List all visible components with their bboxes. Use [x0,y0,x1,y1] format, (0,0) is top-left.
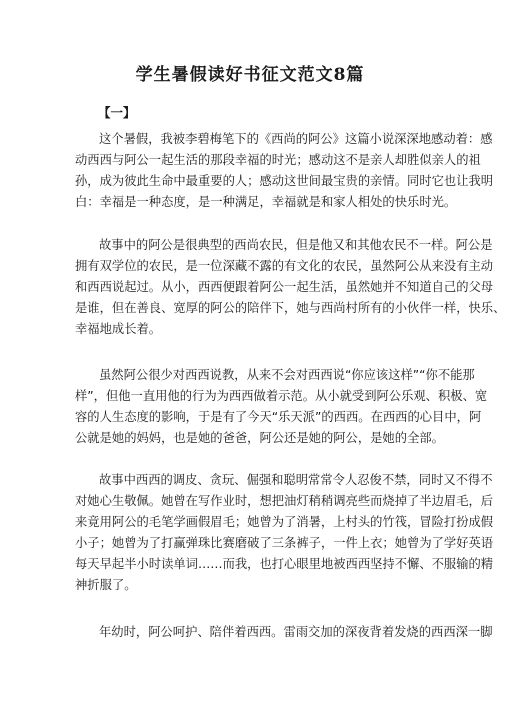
paragraph-line: 是谁，但在善良、宽厚的阿公的陪伴下，她与西尚村所有的小伙伴一样，快乐、 [75,301,505,315]
paragraph-line: 拥有双学位的农民，是一位深藏不露的有文化的农民，虽然阿公从来没有主动 [75,259,494,273]
paragraph-line: 动西西与阿公一起生活的那段幸福的时光；感动这不是亲人却胜似亲人的祖 [75,153,481,167]
paragraph-2 [75,235,505,340]
paragraph-line: 容的人生态度的影响，于是有了今天“乐天派”的西西。在西西的心目中，阿 [75,410,482,424]
paragraph-line: 每天早起半小时读单词……而我，也打心眼里地被西西坚持不懈、不服输的精 [75,557,494,571]
paragraph-line: 这个暑假，我被李碧梅笔下的《西尚的阿公》这篇小说深深地感动着：感 [99,132,493,146]
paragraph-line: 孙，成为彼此生命中最重要的人；感动这世间最宝贵的亲情。同时它也让我明 [75,174,494,188]
paragraph-line: 年幼时，阿公呵护、陪伴着西西。雷雨交加的深夜背着发烧的西西深一脚 [99,625,493,639]
paragraph-4 [75,470,494,596]
paragraph-line: 公就是她的妈妈，也是她的爸爸，阿公还是她的阿公，是她的全部。 [75,431,444,445]
paragraph-line: 故事中的阿公是很典型的西尚农民，但是他又和其他农民不一样。阿公是 [99,238,493,252]
paragraph-line: 幸福地成长着。 [75,322,162,336]
paragraph-5 [75,622,493,643]
paragraph-line: 白：幸福是一种态度，是一种满足，幸福就是和家人相处的快乐时光。 [75,195,457,209]
paragraph-line: 神折服了。 [75,578,137,592]
paragraph-line: 和西西说起过。从小，西西便跟着阿公一起生活，虽然她并不知道自己的父母 [75,280,494,294]
paragraph-line: 来竟用阿公的毛笔学画假眉毛；她曾为了消暑，上村头的竹筏，冒险打扮成假 [75,515,494,529]
paragraph-line: 故事中西西的调皮、贪玩、倔强和聪明常常令人忍俊不禁，同时又不得不 [99,473,493,487]
paragraph-3 [75,365,488,449]
paragraph-line: 样”，但他一直用他的行为为西西做着示范。从小就受到阿公乐观、积极、宽 [75,389,488,403]
paragraph-line: 对她心生敬佩。她曾在写作业时，想把油灯稍稍调亮些而烧掉了半边眉毛，后 [75,494,494,508]
paragraph-line: 虽然阿公很少对西西说教，从来不会对西西说“你应该这样”“你不能那 [99,368,475,382]
section-heading: 【一】 [98,105,136,120]
paragraph-1 [75,129,494,213]
paragraph-line: 小子；她曾为了打赢弹珠比赛磨破了三条裤子，一件上衣；她曾为了学好英语 [75,536,494,550]
document-title: 学生暑假读好书征文范文8篇 [135,65,365,85]
